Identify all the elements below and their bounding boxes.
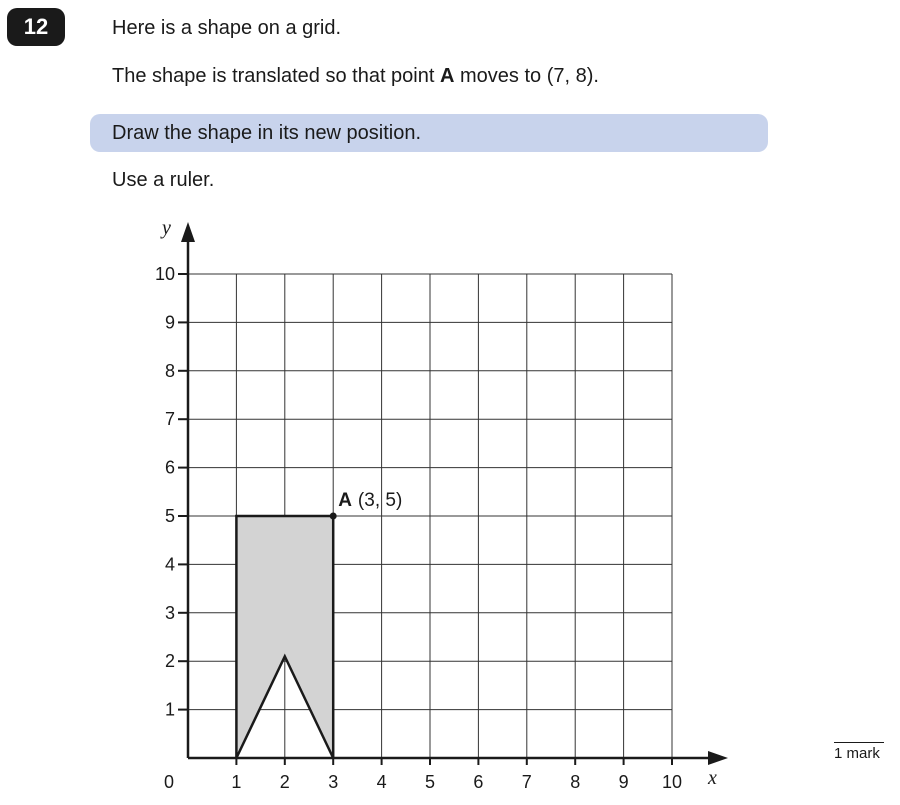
question-number: 12 [7,8,65,46]
x-tick-label: 4 [376,772,387,792]
x-tick-label: 10 [661,772,683,792]
y-tick-label: 1 [164,699,175,720]
x-axis-label: x [708,767,717,789]
x-tick-label: 7 [521,772,532,792]
ruler-note: Use a ruler. [112,169,215,191]
y-tick-label: 9 [164,312,175,333]
y-tick-label: 10 [154,264,175,284]
x-tick-label: 0 [163,772,175,792]
x-tick-label: 1 [231,772,242,792]
y-tick-label: 2 [164,651,175,672]
y-tick-label: 5 [164,506,175,526]
point-a-marker [330,513,337,520]
y-axis-label: y [162,217,171,239]
point-a-name: A [338,490,352,511]
mark-rule [834,742,884,743]
y-axis-arrow [181,222,195,242]
x-tick-label: 8 [570,772,581,792]
x-tick-label: 5 [424,772,436,792]
x-tick-label: 3 [328,772,339,792]
translation-prefix: The shape is translated so that point [112,65,440,87]
x-tick-label: 9 [618,772,629,792]
y-tick-label: 7 [164,409,175,430]
mark-allocation: 1 mark [834,745,880,762]
point-a-coords: (3, 5) [357,490,403,511]
tick-labels [155,264,682,792]
instruction-text: Draw the shape in its new position. [112,122,422,144]
point-name-bold: A [439,65,455,87]
y-tick-label: 4 [164,554,175,575]
point-a-label [338,490,402,511]
y-tick-label: 6 [164,457,175,478]
x-axis-arrow [708,751,728,765]
y-tick-label: 8 [164,360,175,381]
x-tick-label: 6 [473,772,484,792]
x-tick-label: 2 [279,772,290,792]
intro-text: Here is a shape on a grid. [112,17,342,39]
y-tick-label: 3 [164,602,175,623]
translation-suffix: moves to (7, 8). [454,65,599,87]
